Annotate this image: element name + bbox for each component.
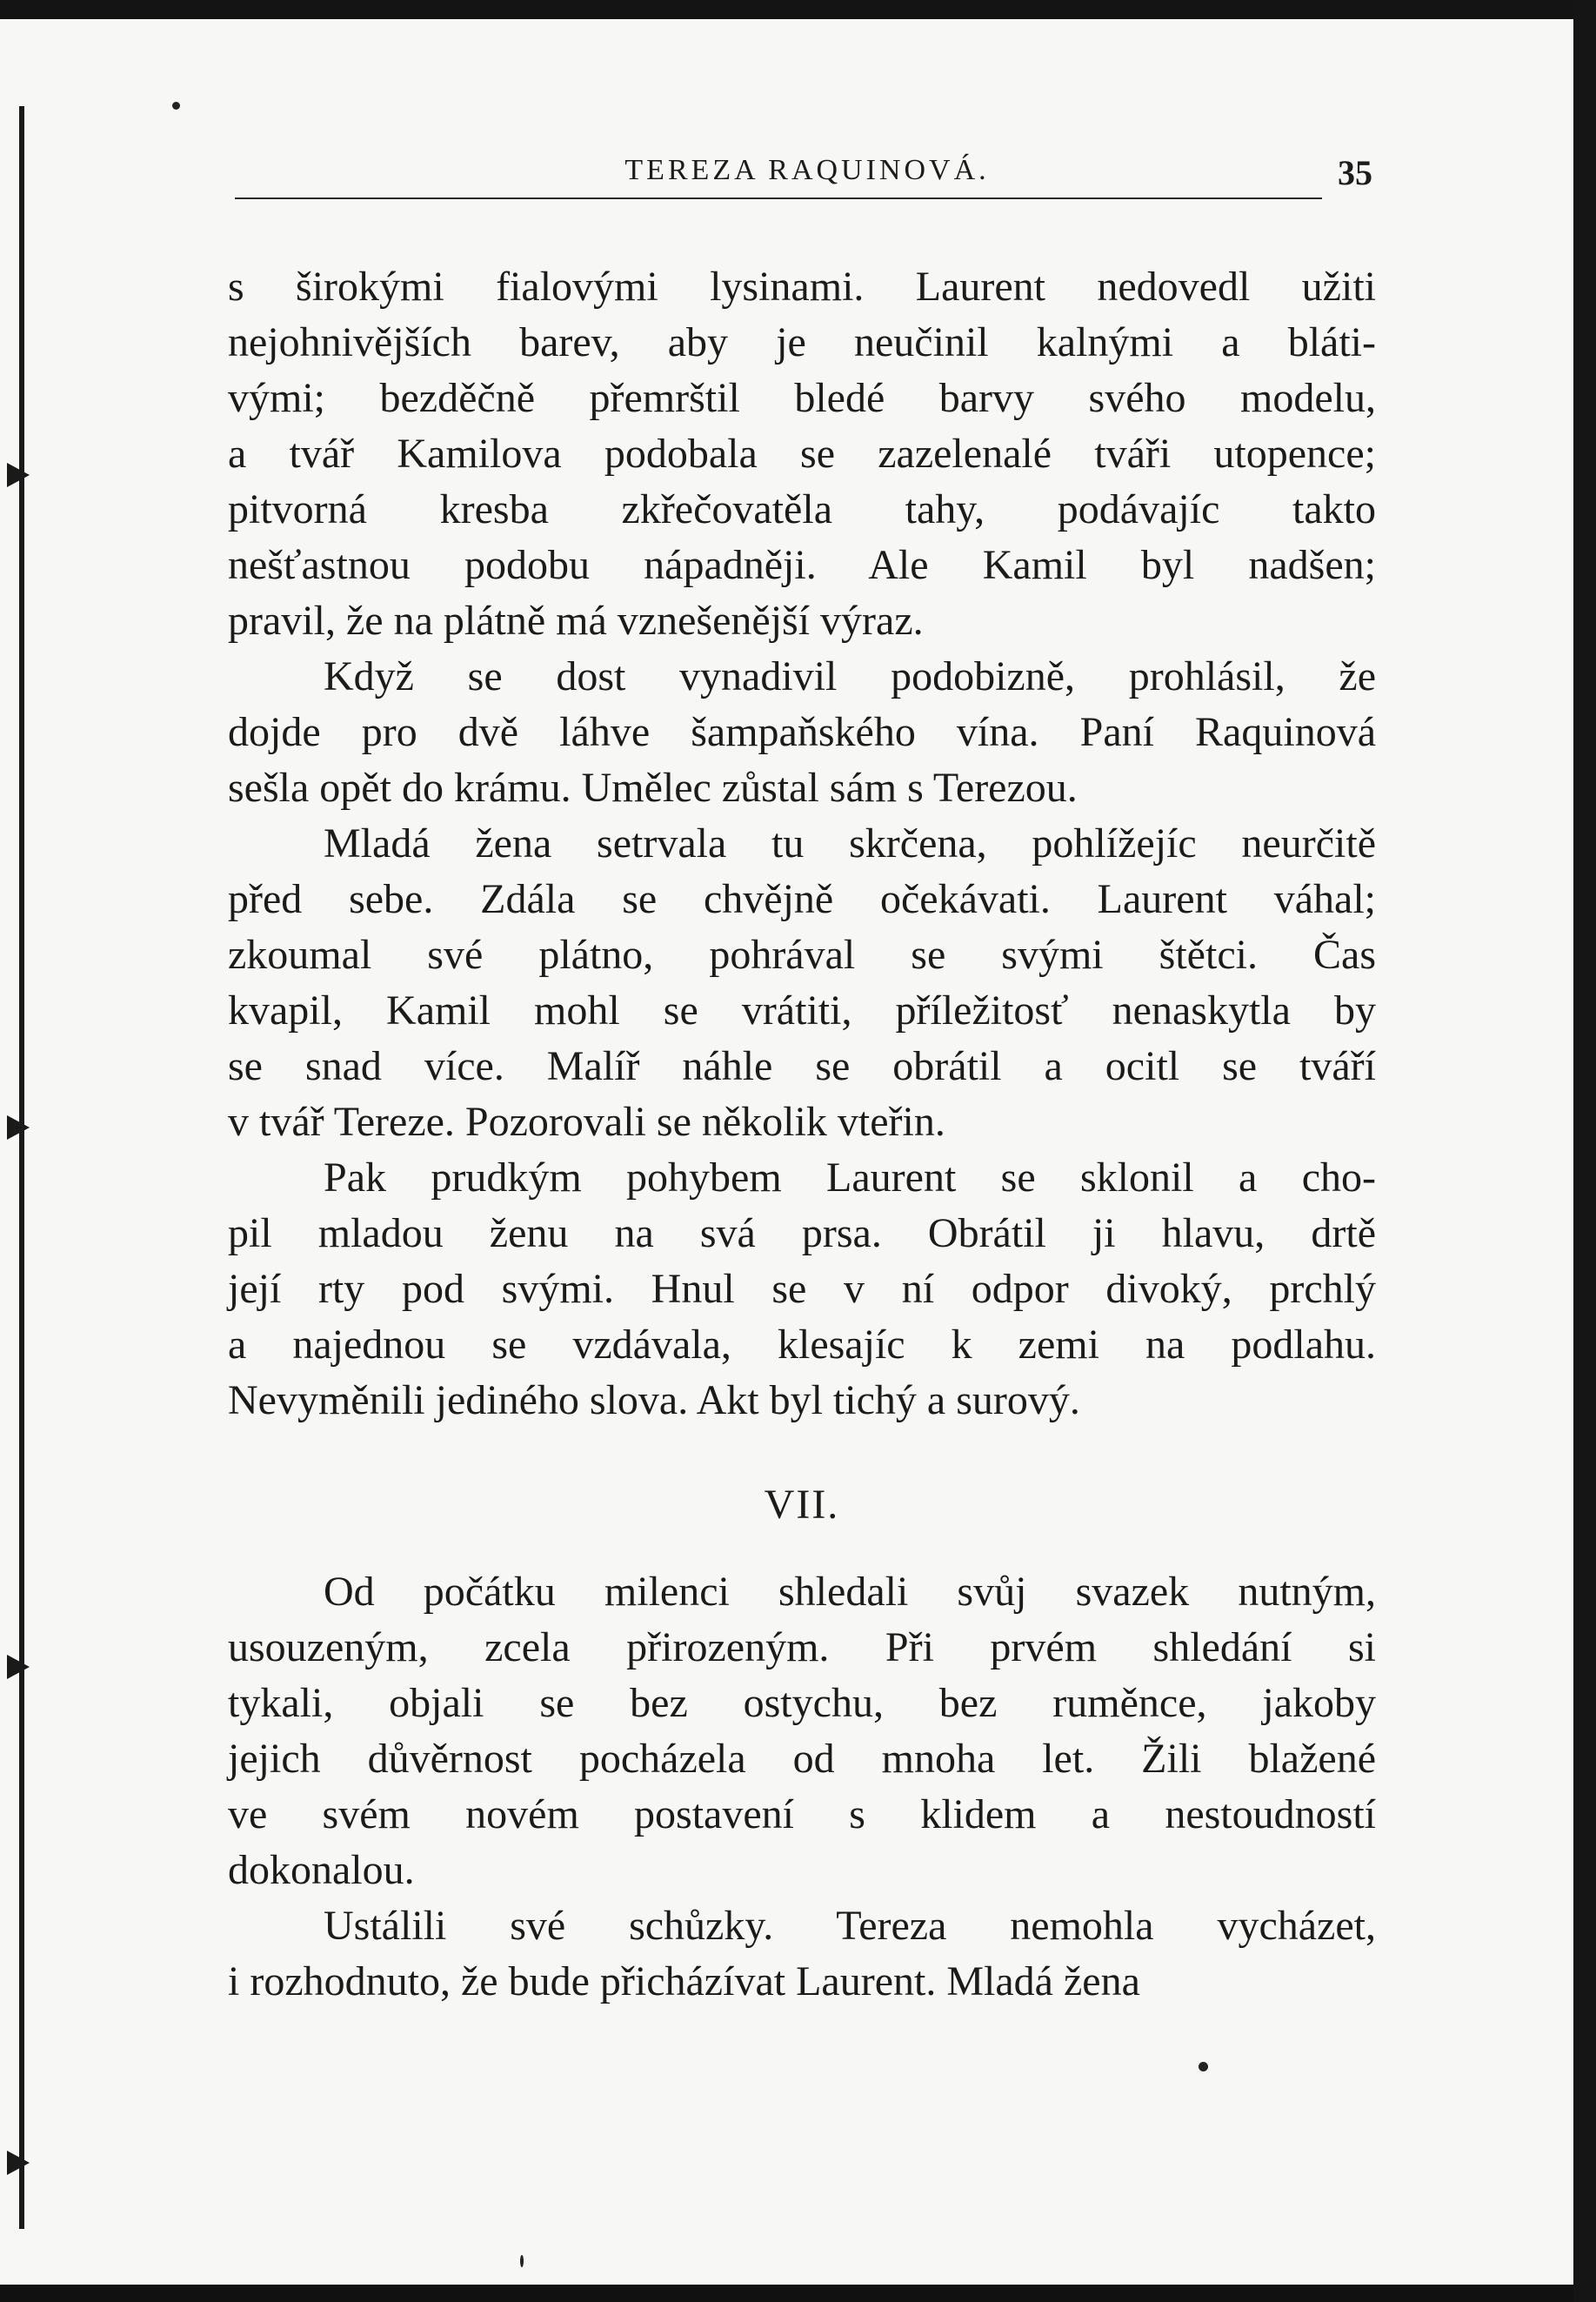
text-line: dojde pro dvě láhve šampaňského vína. Paní Raquinová: [228, 709, 1376, 755]
scan-border-right: [1573, 0, 1596, 2302]
binding-notch: [7, 463, 30, 487]
text-line: pitvorná kresba zkřečovatěla tahy, podávajíc takto: [228, 486, 1376, 532]
paragraph: [228, 1150, 1376, 1429]
text-line: vými; bezděčně přemrštil bledé barvy svého modelu,: [228, 375, 1376, 421]
text-line: před sebe. Zdála se chvějně očekávati. Laurent váhal;: [228, 876, 1376, 922]
text-line: Nevyměnili jediného slova. Akt byl tichý a surový.: [228, 1377, 1080, 1423]
text-line: nejohnivějších barev, aby je neučinil kalnými a bláti-: [228, 319, 1376, 365]
ink-speck: [520, 2255, 524, 2267]
text-line: dokonalou.: [228, 1847, 415, 1893]
binding-notch: [7, 2151, 30, 2175]
header-rule: [235, 197, 1322, 199]
text-line: Když se dost vynadivil podobizně, prohlásil, že: [324, 653, 1376, 699]
text-line: sešla opět do krámu. Umělec zůstal sám s Terezou.: [228, 765, 1078, 811]
ink-speck: [1199, 2062, 1208, 2071]
text-line: a tvář Kamilova podobala se zazelenalé tváři utopence;: [228, 431, 1376, 477]
book-page: [0, 19, 1573, 2285]
text-line: její rty pod svými. Hnul se v ní odpor divoký, prchlý: [228, 1266, 1376, 1312]
page-number: 35: [1338, 153, 1372, 192]
text-line: a najednou se vzdávala, klesajíc k zemi na podlahu.: [228, 1322, 1376, 1368]
text-line: usouzeným, zcela přirozeným. Při prvém shledání si: [228, 1624, 1376, 1670]
paragraph: [228, 649, 1376, 816]
binding-notch: [7, 1655, 30, 1679]
text-line: s širokými fialovými lysinami. Laurent nedovedl užiti: [228, 264, 1376, 310]
paragraph: [228, 816, 1376, 1150]
running-header: [233, 154, 1381, 197]
text-line: jejich důvěrnost pocházela od mnoha let. Žili blažené: [228, 1736, 1376, 1782]
paragraph: [228, 1564, 1376, 1898]
text-line: i rozhodnuto, že bude přicházívat Laurent. Mladá žena: [228, 1958, 1140, 2004]
text-line: tykali, objali se bez ostychu, bez ruměnce, jakoby: [228, 1680, 1376, 1726]
text-line: zkoumal své plátno, pohrával se svými štětci. Čas: [228, 932, 1376, 978]
binding-edge: [19, 106, 24, 2229]
scan-border-top: [0, 0, 1596, 21]
binding-notch: [7, 1115, 30, 1140]
running-title: TEREZA RAQUINOVÁ.: [624, 154, 990, 186]
text-line: ve svém novém postavení s klidem a nestoudností: [228, 1791, 1376, 1837]
text-line: Pak prudkým pohybem Laurent se sklonil a cho-: [324, 1154, 1376, 1201]
paragraph: [228, 1898, 1376, 2010]
text-line: pil mladou ženu na svá prsa. Obrátil ji hlavu, drtě: [228, 1210, 1376, 1256]
text-line: se snad více. Malíř náhle se obrátil a ocitl se tváří: [228, 1043, 1376, 1089]
text-line: Mladá žena setrvala tu skrčena, pohlížejíc neurčitě: [324, 820, 1376, 867]
text-line: pravil, že na plátně má vznešenější výraz.: [228, 598, 924, 644]
body-text: [228, 259, 1376, 2010]
text-line: nešťastnou podobu nápadněji. Ale Kamil byl nadšen;: [228, 542, 1376, 588]
paragraph: [228, 259, 1376, 649]
text-line: kvapil, Kamil mohl se vrátiti, příležitosť nenaskytla by: [228, 987, 1376, 1034]
ink-speck: [172, 102, 180, 110]
chapter-heading: VII.: [764, 1482, 840, 1528]
text-line: v tvář Tereze. Pozorovali se několik vteřin.: [228, 1099, 945, 1145]
text-line: Od počátku milenci shledali svůj svazek nutným,: [324, 1569, 1376, 1615]
text-line: Ustálili své schůzky. Tereza nemohla vycházet,: [324, 1903, 1376, 1949]
